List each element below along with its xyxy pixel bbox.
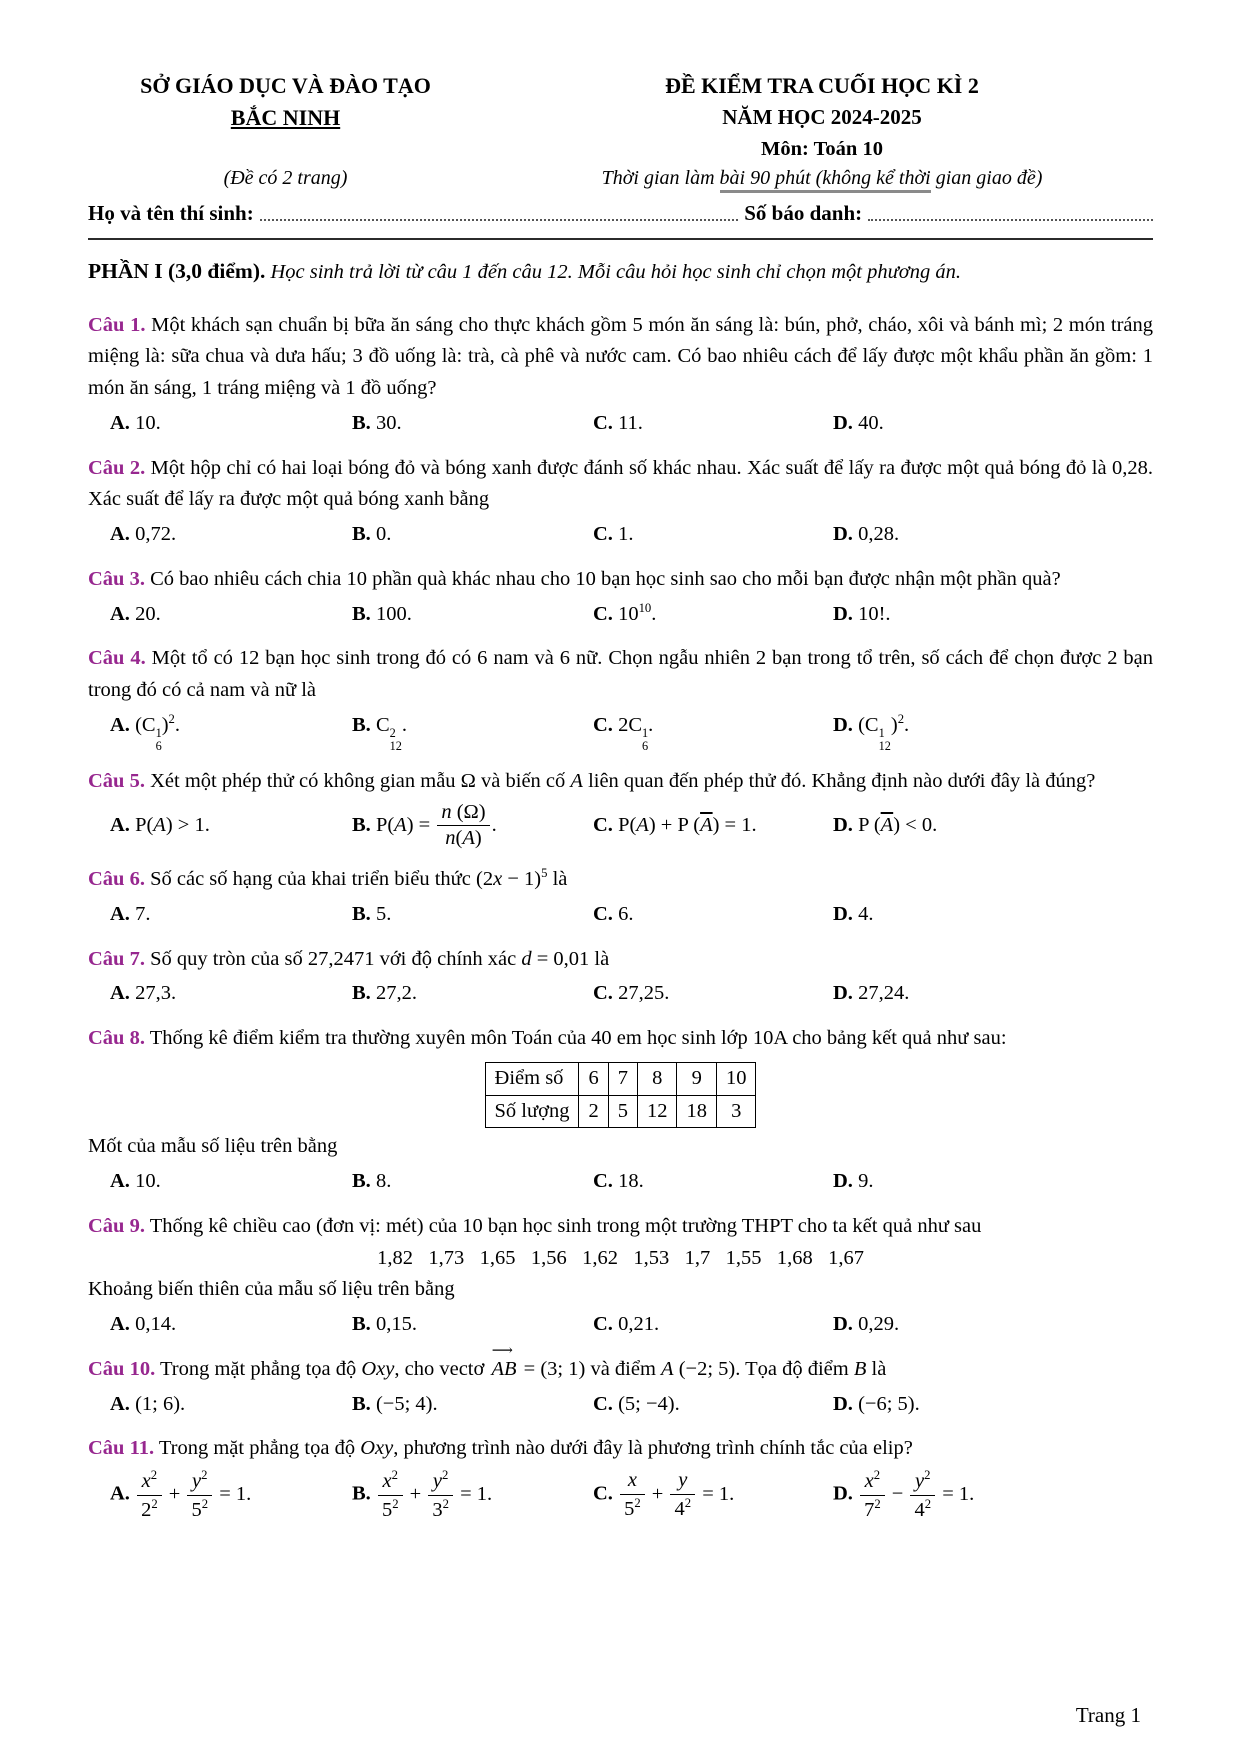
option-value: 27,3. (135, 982, 177, 1005)
question-number: Câu 9. (88, 1214, 145, 1237)
student-name-blank (260, 219, 739, 221)
question-body: Xét một phép thử có không gian mẫu Ω và biến cố A liên quan đến phép thử đó. Khẳng định nào dưới đây là đúng? (150, 770, 1096, 793)
option-letter: B. (352, 602, 371, 625)
option-letter: C. (593, 902, 613, 925)
option-d (833, 1389, 1153, 1421)
option-value: (1; 6). (135, 1392, 186, 1415)
option-value: $10^{10}$. (618, 600, 657, 625)
option-a (110, 599, 352, 631)
option-d (833, 408, 1153, 440)
part1-title: PHẦN I (3,0 điểm). (88, 259, 266, 284)
option-letter: C. (593, 982, 613, 1005)
question-post-text: Khoảng biến thiên của mẫu số liệu trên bằng (88, 1278, 455, 1301)
option-letter: D. (833, 523, 853, 546)
question-2 (88, 453, 1153, 551)
option-letter: A. (110, 814, 130, 837)
option-letter: A. (110, 714, 130, 737)
option-c (593, 1309, 833, 1341)
option-value: (−6; 5). (858, 1392, 920, 1415)
question-9 (88, 1211, 1153, 1341)
question-body: Có bao nhiêu cách chia 10 phần quà khác nhau cho 10 bạn học sinh sao cho mỗi bạn được nhận một phần quà? (150, 567, 1061, 590)
option-letter: B. (352, 1170, 371, 1192)
option-letter: A. (110, 1313, 130, 1336)
option-b (352, 1468, 593, 1522)
option-letter: A. (110, 1392, 130, 1415)
option-value: (5; −4). (618, 1392, 680, 1415)
part1-heading (88, 255, 1153, 289)
option-c (593, 1389, 833, 1421)
option-letter: B. (352, 1392, 371, 1415)
option-c (593, 710, 833, 753)
option-value: 18. (618, 1170, 644, 1192)
time-suffix: gian giao đề) (930, 167, 1043, 190)
option-a (110, 978, 352, 1010)
question-text (88, 1354, 1153, 1386)
subject-label: Môn: Toán 10 (761, 137, 883, 160)
table-cell: 3 (716, 1095, 756, 1128)
header-row-2 (88, 102, 1153, 135)
option-letter: D. (833, 1170, 853, 1192)
table-cell: 8 (637, 1062, 677, 1095)
option-value: 4. (858, 902, 874, 925)
option-letter: B. (352, 1313, 371, 1336)
table-cell: Điểm số (485, 1062, 579, 1095)
option-value: $\frac{x^2}{5^2}$ + $\frac{y^2}{3^2}$ = 1. (376, 1483, 492, 1505)
option-d (833, 899, 1153, 931)
option-b (352, 599, 593, 631)
option-letter: B. (352, 411, 371, 434)
option-value: 10. (135, 1170, 161, 1192)
option-value: 40. (858, 411, 884, 434)
option-letter: D. (833, 1313, 853, 1336)
exam-title: ĐỀ KIỂM TRA CUỐI HỌC KÌ 2 (665, 73, 979, 98)
question-text (88, 1023, 1153, 1055)
option-a (110, 899, 352, 931)
option-letter: D. (833, 1392, 853, 1415)
option-letter: D. (833, 602, 853, 625)
table-cell: 9 (677, 1062, 717, 1095)
option-value: 10!. (858, 602, 891, 625)
option-letter: A. (110, 1482, 130, 1505)
option-letter: A. (110, 1170, 130, 1192)
table-cell: 7 (608, 1062, 637, 1095)
option-value: 7. (135, 902, 151, 925)
option-letter: D. (833, 902, 853, 925)
option-value: $\frac{x^2}{7^2}$ − $\frac{y^2}{4^2}$ = 1. (858, 1483, 974, 1505)
table-cell: 18 (677, 1095, 717, 1128)
option-c (593, 1469, 833, 1521)
option-value: 27,24. (858, 982, 910, 1005)
option-a (110, 1166, 352, 1198)
answer-options (88, 710, 1153, 753)
option-value: 30. (375, 411, 402, 434)
question-8 (88, 1023, 1153, 1198)
time-prefix: Thời gian làm (601, 167, 720, 190)
option-b (352, 519, 593, 551)
question-post-text: Mốt của mẫu số liệu trên bằng (88, 1135, 338, 1158)
table-cell: 10 (716, 1062, 756, 1095)
option-letter: C. (593, 814, 613, 837)
question-number: Câu 5. (88, 770, 145, 793)
pages-note: (Đề có 2 trang) (223, 167, 348, 190)
option-letter: A. (110, 982, 130, 1005)
option-value: 11. (618, 411, 643, 434)
question-text (88, 1433, 1153, 1465)
option-value: 0. (375, 523, 392, 546)
answer-options (88, 1309, 1153, 1341)
option-value: 27,2. (375, 982, 417, 1005)
option-value: $\frac{x}{5^2}$ + $\frac{y}{4^2}$ = 1. (618, 1483, 734, 1505)
option-value: P(A) = $\frac{n (\Omega)}{n(A)}$ . (375, 800, 497, 850)
question-11 (88, 1433, 1153, 1522)
province-name: BẮC NINH (230, 104, 341, 130)
option-value: 9. (858, 1170, 874, 1192)
table-row (485, 1062, 756, 1095)
option-d (833, 710, 1153, 753)
question-10 (88, 1354, 1153, 1421)
header-spacer (88, 135, 483, 165)
question-number: Câu 4. (88, 647, 146, 670)
option-b (352, 1166, 593, 1198)
option-value: 0,14. (135, 1313, 177, 1336)
option-d (833, 1166, 1153, 1198)
option-value: P(A) + P $(\overline{A}) = 1$. (618, 814, 757, 837)
option-letter: B. (352, 523, 371, 546)
option-value: 27,25. (618, 982, 670, 1005)
option-value: 5. (375, 902, 392, 925)
option-value: 0,21. (618, 1313, 660, 1336)
table-cell: 6 (579, 1062, 608, 1095)
option-d (833, 599, 1153, 631)
department-name: SỞ GIÁO DỤC VÀ ĐÀO TẠO (140, 73, 431, 98)
option-value: (−5; 4). (375, 1392, 438, 1415)
time-limit-line (491, 164, 1153, 193)
question-body: Thống kê điểm kiểm tra thường xuyên môn Toán của 40 em học sinh lớp 10A cho bảng kết quả như sau: (149, 1027, 1007, 1050)
option-letter: B. (352, 902, 371, 925)
table-cell: 12 (637, 1095, 677, 1128)
option-value: 100. (375, 602, 412, 625)
page-number: Trang 1 (1075, 1703, 1141, 1727)
option-a (110, 1389, 352, 1421)
header-row-3 (88, 135, 1153, 165)
option-value: C 2 12 . (375, 714, 408, 753)
question-number: Câu 2. (88, 456, 146, 479)
answer-options (88, 978, 1153, 1010)
option-b (352, 1309, 593, 1341)
option-d (833, 1309, 1153, 1341)
question-5 (88, 766, 1153, 851)
option-value: 6. (618, 902, 634, 925)
part1-instruction: Học sinh trả lời từ câu 1 đến câu 12. Mỗi câu hỏi học sinh chỉ chọn một phương án. (270, 261, 961, 284)
question-text (88, 310, 1153, 405)
question-number: Câu 3. (88, 567, 145, 590)
option-a (110, 519, 352, 551)
option-d (833, 1468, 1153, 1522)
question-body: Trong mặt phẳng tọa độ Oxy, phương trình nào dưới đây là phương trình chính tắc của elip? (158, 1437, 913, 1460)
option-c (593, 810, 833, 842)
option-a (110, 408, 352, 440)
option-value: 0,29. (858, 1313, 900, 1336)
question-text (88, 1211, 1153, 1243)
option-b (352, 899, 593, 931)
option-value: 8. (375, 1170, 392, 1192)
question-body: Số quy tròn của số 27,2471 với độ chính xác d = 0,01 là (150, 947, 610, 970)
candidate-info-line (88, 201, 1153, 226)
option-letter: A. (110, 411, 130, 434)
option-letter: B. (352, 813, 371, 836)
option-c (593, 978, 833, 1010)
question-number: Câu 6. (88, 867, 145, 890)
answer-options (88, 408, 1153, 440)
option-letter: C. (593, 714, 613, 737)
option-b (352, 1389, 593, 1421)
option-value: 20. (135, 602, 161, 625)
height-data-line: 1,82 1,73 1,65 1,56 1,62 1,53 1,7 1,55 1,68 1,67 (377, 1246, 864, 1269)
option-c (593, 408, 833, 440)
option-a (110, 1468, 352, 1522)
option-value: 0,28. (858, 523, 900, 546)
option-letter: A. (110, 902, 130, 925)
option-letter: A. (110, 602, 130, 625)
option-value: 0,15. (375, 1313, 417, 1336)
header-row-4 (88, 164, 1153, 193)
option-letter: B. (352, 982, 371, 1005)
option-letter: C. (593, 1313, 613, 1336)
option-letter: C. (593, 1392, 613, 1415)
question-body: Một tổ có 12 bạn học sinh trong đó có 6 nam và 6 nữ. Chọn ngẫu nhiên 2 bạn trong tổ trên, số cách để chọn được 2 bạn trong đó có cả nam và nữ là (88, 647, 1153, 702)
question-body: Số các số hạng của khai triển biểu thức $(2x - 1)^5$ là (150, 866, 568, 890)
option-letter: C. (593, 1170, 613, 1192)
question-body: Một khách sạn chuẩn bị bữa ăn sáng cho thực khách gồm 5 món ăn sáng là: bún, phở, cháo, xôi và bánh mì; 2 món tráng miệng là: sữa chua và dưa hấu; 3 đồ uống là: trà, cà phê và nước cam. Có bao nhiêu cách để lấy được một khẩu phần ăn gồm: 1 món ăn sáng, 1 tráng miệng và 1 đồ uống? (88, 313, 1153, 400)
option-c (593, 899, 833, 931)
answer-options (88, 1468, 1153, 1522)
option-letter: B. (352, 1482, 371, 1505)
question-3 (88, 564, 1153, 631)
answer-options (88, 1166, 1153, 1198)
option-letter: C. (593, 1482, 613, 1505)
option-value: 10. (135, 411, 161, 434)
question-body: Trong mặt phẳng tọa độ Oxy, cho vectơ AB ⟶ = (3; 1) và điểm A (−2; 5). Tọa độ điểm B là (160, 1358, 886, 1380)
question-6 (88, 864, 1153, 931)
option-value: 0,72. (135, 523, 177, 546)
question-number: Câu 1. (88, 313, 146, 336)
question-text (88, 453, 1153, 517)
question-4 (88, 643, 1153, 753)
question-text (88, 643, 1153, 707)
option-c (593, 1166, 833, 1198)
option-letter: D. (833, 411, 853, 434)
candidate-number-blank (868, 219, 1153, 221)
question-number: Câu 11. (88, 1437, 155, 1460)
table-cell: 2 (579, 1095, 608, 1128)
question-number: Câu 7. (88, 947, 145, 970)
question-1 (88, 310, 1153, 440)
option-b (352, 978, 593, 1010)
option-value: P(A) > 1. (135, 814, 210, 837)
question-body: Thống kê chiều cao (đơn vị: mét) của 10 bạn học sinh trong một trường THPT cho ta kết quả như sau (149, 1214, 982, 1237)
answer-options (88, 519, 1153, 551)
question-body: Một hộp chỉ có hai loại bóng đỏ và bóng xanh được đánh số khác nhau. Xác suất để lấy ra được một quả bóng đỏ là 0,28. Xác suất để lấy ra được một quả bóng xanh bằng (88, 456, 1154, 511)
option-letter: A. (110, 523, 130, 546)
option-value: $\frac{x^2}{2^2}$ + $\frac{y^2}{5^2}$ = 1. (135, 1483, 251, 1505)
option-b (352, 801, 593, 851)
answer-options (88, 599, 1153, 631)
question-7 (88, 944, 1153, 1011)
header-row-1 (88, 70, 1153, 102)
option-b (352, 408, 593, 440)
option-c (593, 599, 833, 631)
option-letter: C. (593, 411, 613, 434)
option-value: P $(\overline{A}) < 0$. (858, 814, 938, 837)
option-value: (C 1 12 )$^2$. (858, 712, 910, 753)
option-letter: D. (833, 982, 853, 1005)
answer-options (88, 801, 1153, 851)
option-letter: D. (833, 814, 853, 837)
option-value: 1. (618, 523, 634, 546)
score-frequency-table (485, 1062, 757, 1128)
option-letter: D. (833, 714, 853, 737)
option-d (833, 519, 1153, 551)
option-letter: B. (352, 714, 371, 737)
question-text (88, 564, 1153, 596)
answer-options (88, 1389, 1153, 1421)
question-text (88, 864, 1153, 896)
student-name-label: Họ và tên thí sinh: (88, 201, 254, 226)
question-text (88, 944, 1153, 976)
option-c (593, 519, 833, 551)
question-number: Câu 8. (88, 1027, 145, 1050)
table-cell: 5 (608, 1095, 637, 1128)
option-value: 2C 1 6 . (618, 714, 654, 753)
question-text (88, 766, 1153, 798)
table-cell: Số lượng (485, 1095, 579, 1128)
option-a (110, 1309, 352, 1341)
question-number: Câu 10. (88, 1357, 156, 1380)
answer-options (88, 899, 1153, 931)
table-row (485, 1095, 756, 1128)
option-a (110, 810, 352, 842)
candidate-number-label: Số báo danh: (744, 201, 863, 226)
time-underlined: bài 90 phút (không kể thời (720, 167, 931, 193)
option-d (833, 810, 1153, 842)
option-letter: C. (593, 602, 613, 625)
option-d (833, 978, 1153, 1010)
header-divider (88, 238, 1153, 240)
option-letter: C. (593, 523, 613, 546)
option-letter: D. (833, 1482, 853, 1505)
option-value: (C 1 6 )$^2$. (135, 712, 181, 753)
school-year: NĂM HỌC 2024-2025 (722, 104, 922, 129)
option-a (110, 710, 352, 753)
option-b (352, 710, 593, 753)
